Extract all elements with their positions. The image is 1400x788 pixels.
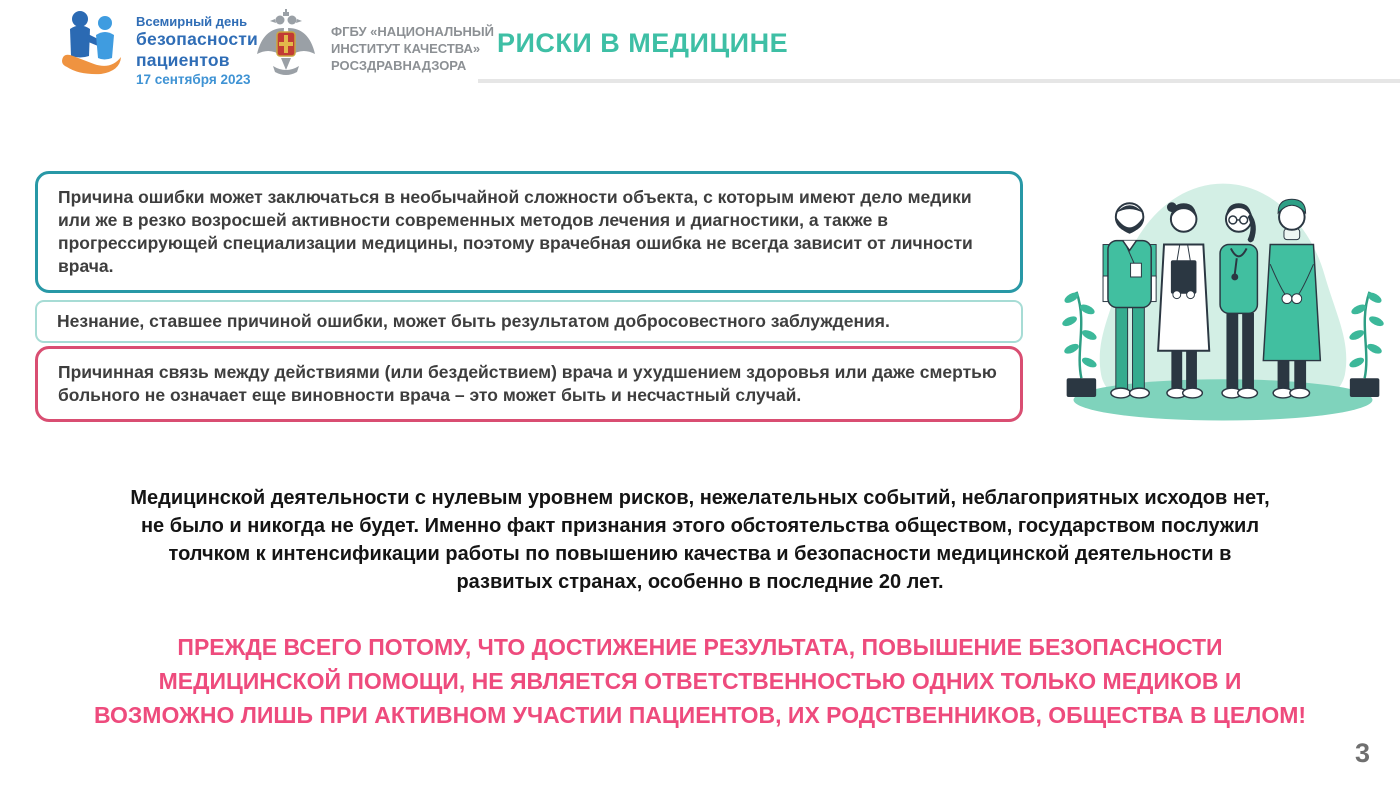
slide-title: РИСКИ В МЕДИЦИНЕ bbox=[497, 28, 789, 58]
emphasis-line: МЕДИЦИНСКОЙ ПОМОЩИ, НЕ ЯВЛЯЕТСЯ ОТВЕТСТВЕННОСТЬЮ ОДНИХ ТОЛЬКО МЕДИКОВ И bbox=[158, 668, 1242, 694]
medical-team-illustration bbox=[1046, 158, 1400, 453]
institute-logo-text bbox=[331, 8, 494, 78]
paragraph-line: развитых странах, особенно в последние 20 лет. bbox=[456, 571, 944, 593]
institute-line-2: ИНСТИТУТ КАЧЕСТВА» bbox=[331, 40, 481, 56]
institute-line-3: РОСЗДРАВНАДЗОРА bbox=[331, 57, 467, 73]
info-box-2: Незнание, ставшее причиной ошибки, может быть результатом добросовестного заблуждения. bbox=[35, 300, 1023, 343]
patient-safety-logo-text bbox=[136, 10, 258, 87]
wpsd-line-1: Всемирный день bbox=[136, 14, 248, 29]
info-box-3: Причинная связь между действиями (или бездействием) врача и ухудшением здоровья или даже смертью больного не означает еще виновности врача – это может быть и несчастный случай. bbox=[35, 346, 1023, 422]
roszdravnadzor-eagle-icon bbox=[253, 8, 319, 78]
plant-left bbox=[1061, 290, 1098, 397]
paragraph-line: толчком к интенсификации работы по повышению качества и безопасности медицинской деятельности в bbox=[168, 543, 1232, 565]
patient-safety-icon bbox=[58, 10, 126, 76]
info-box-1: Причина ошибки может заключаться в необычайной сложности объекта, с которым имеют дело медики или же в резко возросшей активности современных методов лечения и диагностики, а также в прогрессирующей специализации медицины, поэтому врачебная ошибка не всегда зависит от личности врача. bbox=[35, 171, 1023, 293]
institute-logo bbox=[253, 8, 494, 78]
emphasis-paragraph bbox=[0, 630, 1400, 732]
emphasis-line: ВОЗМОЖНО ЛИШЬ ПРИ АКТИВНОМ УЧАСТИИ ПАЦИЕНТОВ, ИХ РОДСТВЕННИКОВ, ОБЩЕСТВА В ЦЕЛОМ! bbox=[93, 702, 1307, 728]
institute-line-1: ФГБУ «НАЦИОНАЛЬНЫЙ bbox=[331, 24, 495, 39]
emphasis-line: ПРЕЖДЕ ВСЕГО ПОТОМУ, ЧТО ДОСТИЖЕНИЕ РЕЗУЛЬТАТА, ПОВЫШЕНИЕ БЕЗОПАСНОСТИ bbox=[177, 634, 1223, 660]
plant-right bbox=[1348, 290, 1385, 397]
wpsd-line-2: безопасности bbox=[136, 29, 259, 49]
wpsd-line-3: пациентов bbox=[136, 49, 230, 70]
wpsd-line-4: 17 сентября 2023 bbox=[136, 72, 251, 87]
patient-safety-day-logo bbox=[58, 10, 258, 87]
title-underline bbox=[478, 79, 1400, 83]
body-paragraph bbox=[0, 484, 1400, 596]
paragraph-line: не было и никогда не будет. Именно факт признания этого обстоятельства обществом, государством послужил bbox=[140, 515, 1260, 537]
paragraph-line: Медицинской деятельности с нулевым уровнем рисков, нежелательных событий, неблагоприятных исходов нет, bbox=[130, 487, 1270, 509]
page-number: 3 bbox=[1354, 738, 1370, 768]
